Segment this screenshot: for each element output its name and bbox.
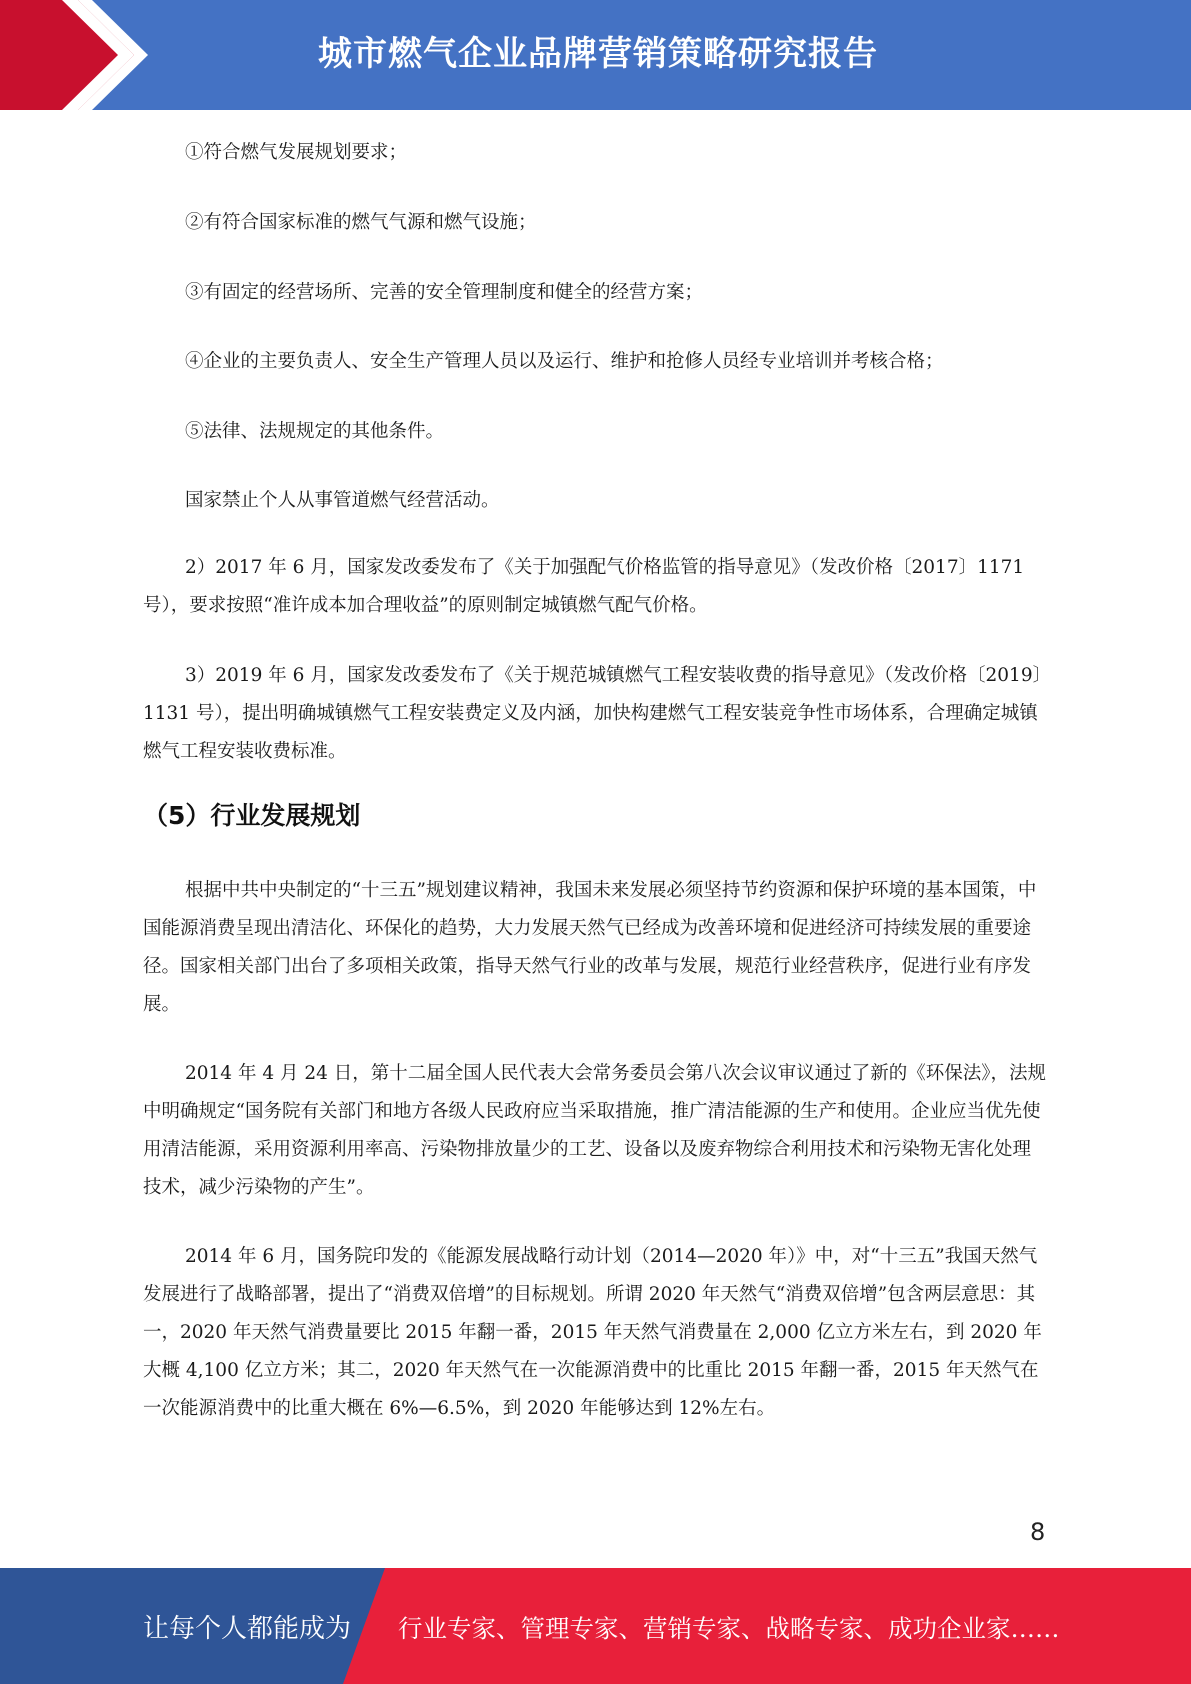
list-item: ④企业的主要负责人、安全生产管理人员以及运行、维护和抢修人员经专业培训并考核合格； — [185, 351, 944, 372]
chevron-arrow-icon — [0, 0, 160, 110]
paragraph: 2014 年 6 月，国务院印发的《能源发展战略行动计划（2014—2020 年）》中，对“十三五”我国天然气发展进行了战略部署，提出了“消费双倍增”的目标规划。所谓 2020 年天然气“消费双倍增”包含两层意思：其一，2020 年天然气消费量要比 2015 年翻一番，2015 年天然气消费量在 2,000 亿立方米左右，到 2020 年大概 4,100 亿立方米；其二，2020 年天然气在一次能源消费中的比重比 2015 年翻一番，2015 年天然气在一次能源消费中的比重大概在 6%—6.5%，到 2020 年能够达到 12%左右。 — [143, 1246, 1042, 1419]
paragraph: 根据中共中央制定的“十三五”规划建议精神，我国未来发展必须坚持节约资源和保护环境的基本国策，中国能源消费呈现出清洁化、环保化的趋势，大力发展天然气已经成为改善环境和促进经济可持续发展的重要途径。国家相关部门出台了多项相关政策，指导天然气行业的改革与发展，规范行业经营秩序，促进行业有序发展。 — [143, 880, 1037, 1015]
page-footer-banner — [0, 1568, 1191, 1684]
paragraph: 2014 年 4 月 24 日，第十二届全国人民代表大会常务委员会第八次会议审议通过了新的《环保法》，法规中明确规定“国务院有关部门和地方各级人民政府应当采取措施，推广清洁能源的生产和使用。企业应当优先使用清洁能源，采用资源利用率高、污染物排放量少的工艺、设备以及废弃物综合利用技术和污染物无害化处理技术，减少污染物的产生”。 — [143, 1063, 1047, 1198]
page-number: 8 — [1030, 1518, 1046, 1546]
footer-slogan-right: 行业专家、管理专家、营销专家、战略专家、成功企业家…… — [398, 1614, 1060, 1643]
paragraph: 2）2017 年 6 月，国家发改委发布了《关于加强配气价格监管的指导意见》（发改价格〔2017〕1171 号），要求按照“准许成本加合理收益”的原则制定城镇燃气配气价格。 — [143, 557, 1025, 616]
list-item: ②有符合国家标准的燃气气源和燃气设施； — [185, 212, 537, 233]
list-item: ⑤法律、法规规定的其他条件。 — [185, 421, 445, 442]
list-item: ③有固定的经营场所、完善的安全管理制度和健全的经营方案； — [185, 282, 704, 303]
footer-slogan-left: 让每个人都能成为 — [143, 1614, 352, 1644]
paragraph: 3）2019 年 6 月，国家发改委发布了《关于规范城镇燃气工程安装收费的指导意见》（发改价格〔2019〕1131 号），提出明确城镇燃气工程安装费定义及内涵，加快构建燃气工程安装竞争性市场体系，合理确定城镇燃气工程安装收费标准。 — [143, 665, 1042, 762]
paragraph: 国家禁止个人从事管道燃气经营活动。 — [185, 490, 500, 511]
list-item: ①符合燃气发展规划要求； — [185, 142, 408, 163]
report-title: 城市燃气企业品牌营销策略研究报告 — [318, 34, 878, 74]
section-heading: （5）行业发展规划 — [143, 801, 361, 830]
page-header-banner — [0, 0, 1191, 110]
